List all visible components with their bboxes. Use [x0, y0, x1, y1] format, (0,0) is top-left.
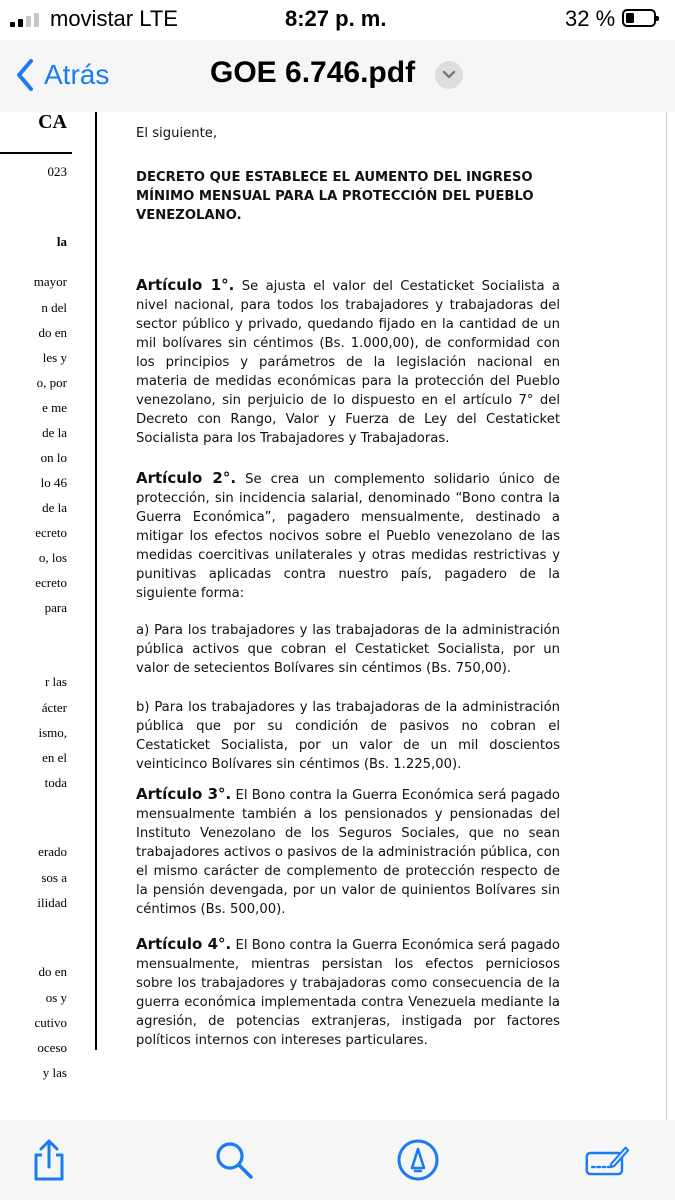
back-button[interactable] [14, 54, 109, 96]
article-2-text: Se crea un complemento solidario único de protección, sin incidencia salarial, denominado “Bono contra la Guerra Económica”, pagadero mensualmente, destinado a mitigar los efectos nocivos sobre el Pueblo venezolano de las medidas coercitivas unilaterales y otras medidas restrictivas y punitivas aplicadas contra nuestro país, pagadero de la siguiente forma: [136, 472, 560, 601]
previous-page-fragment: do en [38, 325, 67, 340]
previous-page-fragment: ismo, [38, 725, 67, 740]
previous-page-fragment: o, por [36, 375, 67, 390]
item-a: a) Para los trabajadores y las trabajadoras de la administración pública activos que cobran el Cestaticket Socialista, por un valor de setecientos Bolívares sin céntimos (Bs. 750,00). [136, 623, 560, 676]
chevron-down-icon [442, 70, 456, 80]
battery-percentage: 32 % [565, 6, 616, 31]
article-4-label: Artículo 4°. [136, 935, 232, 953]
clock: 8:27 p. m. [285, 6, 387, 31]
article-1 [136, 276, 560, 448]
article-4 [136, 935, 560, 1050]
signature-icon [585, 1140, 629, 1180]
article-1-text: Se ajusta el valor del Cestaticket Socialista a nivel nacional, para todos los trabajadores y trabajadoras del sector público y privado, quedando fijado en la cantidad de un mil bolívares sin céntimos (Bs. 1.000,00), de conformidad con los principios y parámetros de la legislación nacional en materia de medidas económicas para la protección del Pueblo venezolano, sin perjuicio de lo dispuesto en el artículo 7° del Decreto con Rango, Valor y Fuerza de Ley del Cestaticket Socialista para los Trabajadores y Trabajadoras. [136, 279, 560, 446]
intro-text: El siguiente, [136, 126, 218, 141]
navigation-bar [0, 40, 675, 112]
signature-button[interactable] [585, 1138, 629, 1182]
title-menu-button[interactable] [435, 61, 463, 89]
previous-page-fragment: CA [38, 112, 67, 133]
previous-page-fragment: les y [42, 350, 67, 365]
previous-page-fragment: o, los [38, 550, 67, 565]
previous-page-fragment: sos a [41, 870, 67, 885]
bottom-toolbar [0, 1120, 675, 1200]
previous-page-fragment: on lo [40, 450, 67, 465]
previous-page-fragment: 023 [47, 164, 67, 179]
previous-page-fragment: de la [42, 425, 67, 440]
previous-page-fragment: ecreto [35, 575, 67, 590]
previous-page-fragment: mayor [33, 274, 67, 289]
pdf-viewer[interactable] [0, 112, 675, 1120]
previous-page-fragment: y las [42, 1065, 67, 1080]
previous-page-fragment: en el [42, 750, 67, 765]
previous-page-fragment: oceso [37, 1040, 67, 1055]
chevron-left-icon [14, 58, 36, 92]
share-button[interactable] [27, 1138, 71, 1182]
search-button[interactable] [212, 1138, 256, 1182]
previous-page-fragment: la [56, 234, 67, 249]
article-3-label: Artículo 3°. [136, 785, 232, 803]
previous-page-column [0, 112, 78, 1080]
previous-page-fragment: lo 46 [40, 475, 67, 490]
previous-page-fragment: ácter [41, 700, 67, 715]
status-bar [0, 0, 675, 40]
previous-page-fragment: r las [44, 674, 67, 689]
article-2-label: Artículo 2°. [136, 469, 237, 487]
article-3-text: El Bono contra la Guerra Económica será pagado mensualmente también a los pensionados y pensionadas del Instituto Venezolano de los Seguros Sociales, que no sean trabajadores activos o pasivos de la administración pública, con el mismo carácter de complemento de protección respecto de la pensión devengada, por un valor de quinientos Bolívares sin céntimos (Bs. 500,00). [136, 788, 560, 917]
previous-page-fragment: n del [41, 300, 67, 315]
previous-page-fragment: de la [42, 500, 67, 515]
carrier-label: movistar LTE [50, 6, 178, 31]
share-icon [29, 1138, 69, 1182]
markup-button[interactable] [396, 1138, 440, 1182]
previous-page-fragment: erado [38, 844, 67, 859]
previous-page-fragment: do en [38, 964, 67, 979]
previous-page-fragment: ecreto [35, 525, 67, 540]
battery-icon [622, 9, 656, 27]
article-2 [136, 469, 560, 603]
markup-icon [396, 1138, 440, 1182]
previous-page-fragment: e me [42, 400, 67, 415]
column-divider [95, 112, 97, 1050]
decree-title: DECRETO QUE ESTABLECE EL AUMENTO DEL INGRESO MÍNIMO MENSUAL PARA LA PROTECCIÓN DEL PUEBLO VENEZOLANO. [136, 170, 534, 223]
previous-page-fragment: para [44, 600, 67, 615]
previous-page-fragment: toda [44, 775, 67, 790]
signal-strength-icon [10, 12, 39, 27]
back-button-label: Atrás [44, 59, 110, 90]
document-title: GOE 6.746.pdf [210, 56, 416, 89]
page-edge [666, 112, 667, 1120]
search-icon [214, 1140, 254, 1180]
previous-page-fragment: os y [45, 990, 67, 1005]
previous-page-fragment: cutivo [34, 1015, 67, 1030]
previous-page-fragment: ilidad [37, 895, 67, 910]
header-rule [0, 152, 72, 154]
item-b: b) Para los trabajadores y las trabajadoras de la administración pública que por su condición de pasivos no cobran el Cestaticket Socialista, por un valor de un mil doscientos veinticinco Bolívares sin céntimos (Bs. 1.225,00). [136, 700, 560, 772]
article-1-label: Artículo 1°. [136, 276, 235, 294]
article-4-text: El Bono contra la Guerra Económica será pagado mensualmente, mientras persistan los efectos perniciosos sobre los trabajadores y trabajadoras como consecuencia de la guerra económica implementada contra Venezuela mediante la agresión, de potencias extranjeras, instigada por factores políticos internos con intereses particulares. [136, 938, 560, 1048]
article-3 [136, 785, 560, 919]
